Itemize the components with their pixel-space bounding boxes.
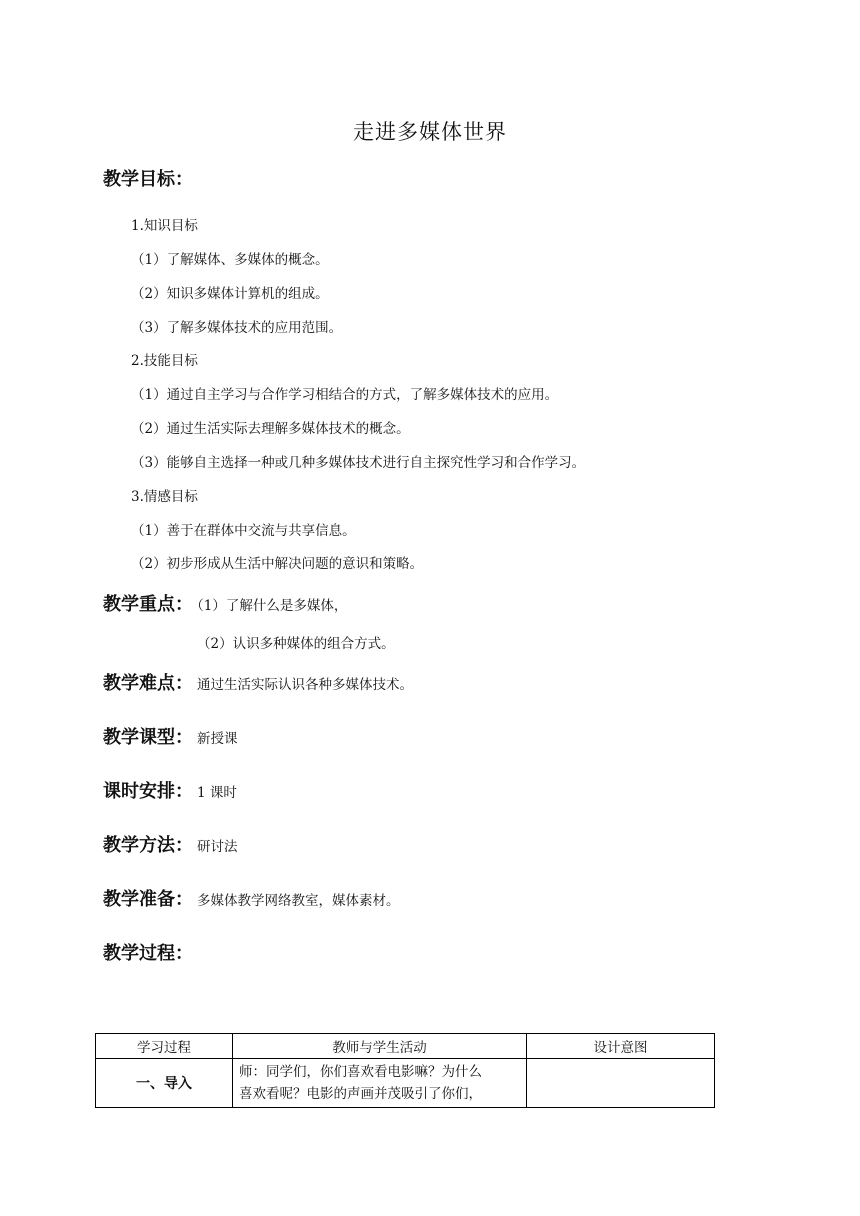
schedule-value: 1 课时 (197, 785, 237, 801)
key-points-heading: 教学重点： （1）了解什么是多媒体， (103, 594, 348, 615)
activity-cell (233, 1059, 527, 1108)
objective-line: （3）了解多媒体技术的应用范围。 (131, 320, 343, 336)
table-header-cell: 学习过程 (96, 1034, 233, 1059)
objective-line: （1）善于在群体中交流与共享信息。 (131, 523, 356, 539)
objective-line: （2）通过生活实际去理解多媒体技术的概念。 (131, 421, 410, 437)
schedule-heading: 课时安排： 1 课时 (103, 781, 237, 802)
objective-line: 2.技能目标 (131, 353, 198, 369)
method-value: 研讨法 (197, 839, 238, 855)
process-heading: 教学过程： (103, 943, 193, 964)
document-title: 走进多媒体世界 (353, 120, 507, 144)
objective-line: 1.知识目标 (131, 218, 198, 234)
table-header-row (96, 1034, 715, 1059)
objective-line: 3.情感目标 (131, 489, 198, 505)
key-point-2: （2）认识多种媒体的组合方式。 (197, 636, 395, 652)
lesson-type-heading: 教学课型： 新授课 (103, 727, 238, 748)
method-heading: 教学方法： 研讨法 (103, 835, 238, 856)
process-table (95, 1033, 715, 1108)
objective-line: （2）知识多媒体计算机的组成。 (131, 286, 329, 302)
intent-cell (527, 1059, 715, 1108)
objectives-heading: 教学目标： (103, 169, 193, 190)
table-header-cell: 设计意图 (527, 1034, 715, 1059)
lesson-type-value: 新授课 (197, 731, 238, 747)
preparation-heading: 教学准备： 多媒体教学网络教室，媒体素材。 (103, 889, 400, 910)
stage-cell: 一、导入 (96, 1059, 233, 1108)
activity-line: 喜欢看呢？电影的声画并茂吸引了你们， (239, 1086, 482, 1102)
activity-line: 师：同学们，你们喜欢看电影嘛？为什么 (239, 1064, 482, 1080)
objective-line: （3）能够自主选择一种或几种多媒体技术进行自主探究性学习和合作学习。 (131, 455, 586, 471)
objective-line: （2）初步形成从生活中解决问题的意识和策略。 (131, 556, 424, 572)
objective-line: （1）了解媒体、多媒体的概念。 (131, 252, 329, 268)
table-row (96, 1059, 715, 1108)
difficulty-heading: 教学难点： 通过生活实际认识各种多媒体技术。 (103, 673, 413, 694)
preparation-value: 多媒体教学网络教室，媒体素材。 (197, 893, 400, 909)
key-point-1: （1）了解什么是多媒体， (197, 598, 348, 614)
table-header-cell: 教师与学生活动 (233, 1034, 527, 1059)
difficulty-value: 通过生活实际认识各种多媒体技术。 (197, 677, 413, 693)
objective-line: （1）通过自主学习与合作学习相结合的方式，了解多媒体技术的应用。 (131, 387, 559, 403)
